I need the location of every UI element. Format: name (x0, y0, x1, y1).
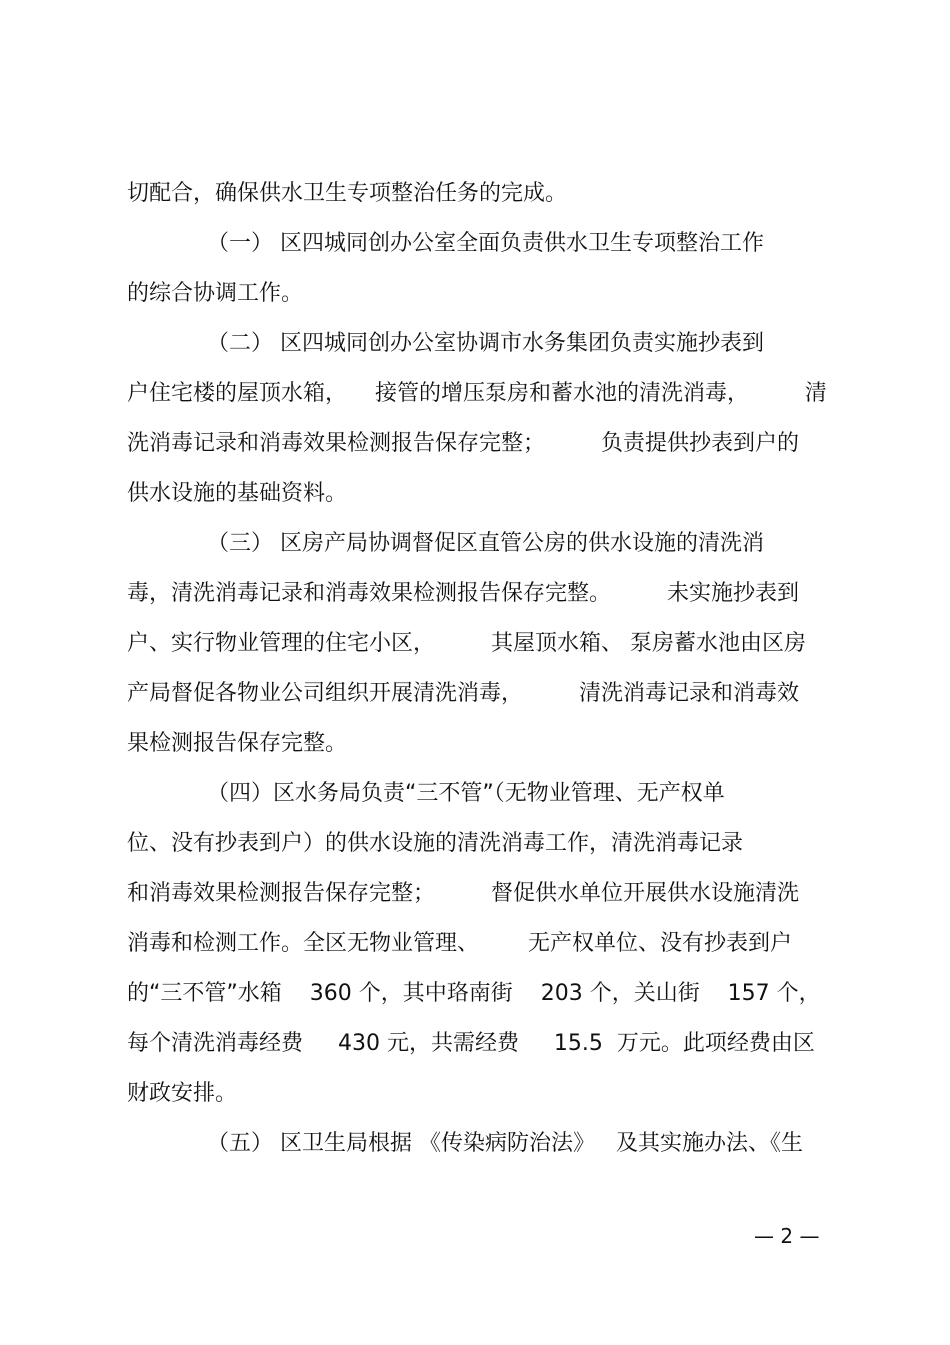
text-line: 供水设施的基础资料。 (127, 481, 348, 506)
paragraph-heading-5: （五） 区卫生局根据 《传染病防治法》 及其实施办法、《生 (207, 1131, 803, 1156)
text-line: 财政安排。 (127, 1081, 238, 1106)
paragraph-heading-4: （四）区水务局负责“三不管”（无物业管理、无产权单 (207, 781, 725, 806)
text-line: 毒，清洗消毒记录和消毒效果检测报告保存完整。 未实施抄表到 (127, 581, 799, 606)
text-line: 产局督促各物业公司组织开展清洗消毒， 清洗消毒记录和消毒效 (127, 681, 799, 706)
text-line: 消毒和检测工作。全区无物业管理、 无产权单位、没有抄表到户 (127, 931, 792, 956)
paragraph-heading-2: （二） 区四城同创办公室协调市水务集团负责实施抄表到 (207, 331, 764, 356)
text-line: 的“三不管”水箱 360 个，其中珞南街 203 个，关山街 157 个， (127, 981, 821, 1006)
page-number: — 2 — (754, 1224, 820, 1248)
text-line: 位、没有抄表到户）的供水设施的清洗消毒工作，清洗消毒记录 (127, 831, 744, 856)
text-line: 和消毒效果检测报告保存完整； 督促供水单位开展供水设施清洗 (127, 881, 799, 906)
paragraph-heading-3: （三） 区房产局协调督促区直管公房的供水设施的清洗消 (207, 531, 764, 556)
text-line: 户住宅楼的屋顶水箱， 接管的增压泵房和蓄水池的清洗消毒， 清 (127, 381, 827, 406)
text-line: 户、实行物业管理的住宅小区， 其屋顶水箱、 泵房蓄水池由区房 (127, 631, 806, 656)
text-line: 的综合协调工作。 (127, 281, 304, 306)
text-line: 洗消毒记录和消毒效果检测报告保存完整； 负责提供抄表到户的 (127, 431, 799, 456)
text-line: 切配合，确保供水卫生专项整治任务的完成。 (127, 181, 568, 206)
text-line: 每个清洗消毒经费 430 元，共需经费 15.5 万元。此项经费由区 (127, 1031, 815, 1056)
paragraph-heading-1: （一） 区四城同创办公室全面负责供水卫生专项整治工作 (207, 231, 764, 256)
text-line: 果检测报告保存完整。 (127, 731, 348, 756)
